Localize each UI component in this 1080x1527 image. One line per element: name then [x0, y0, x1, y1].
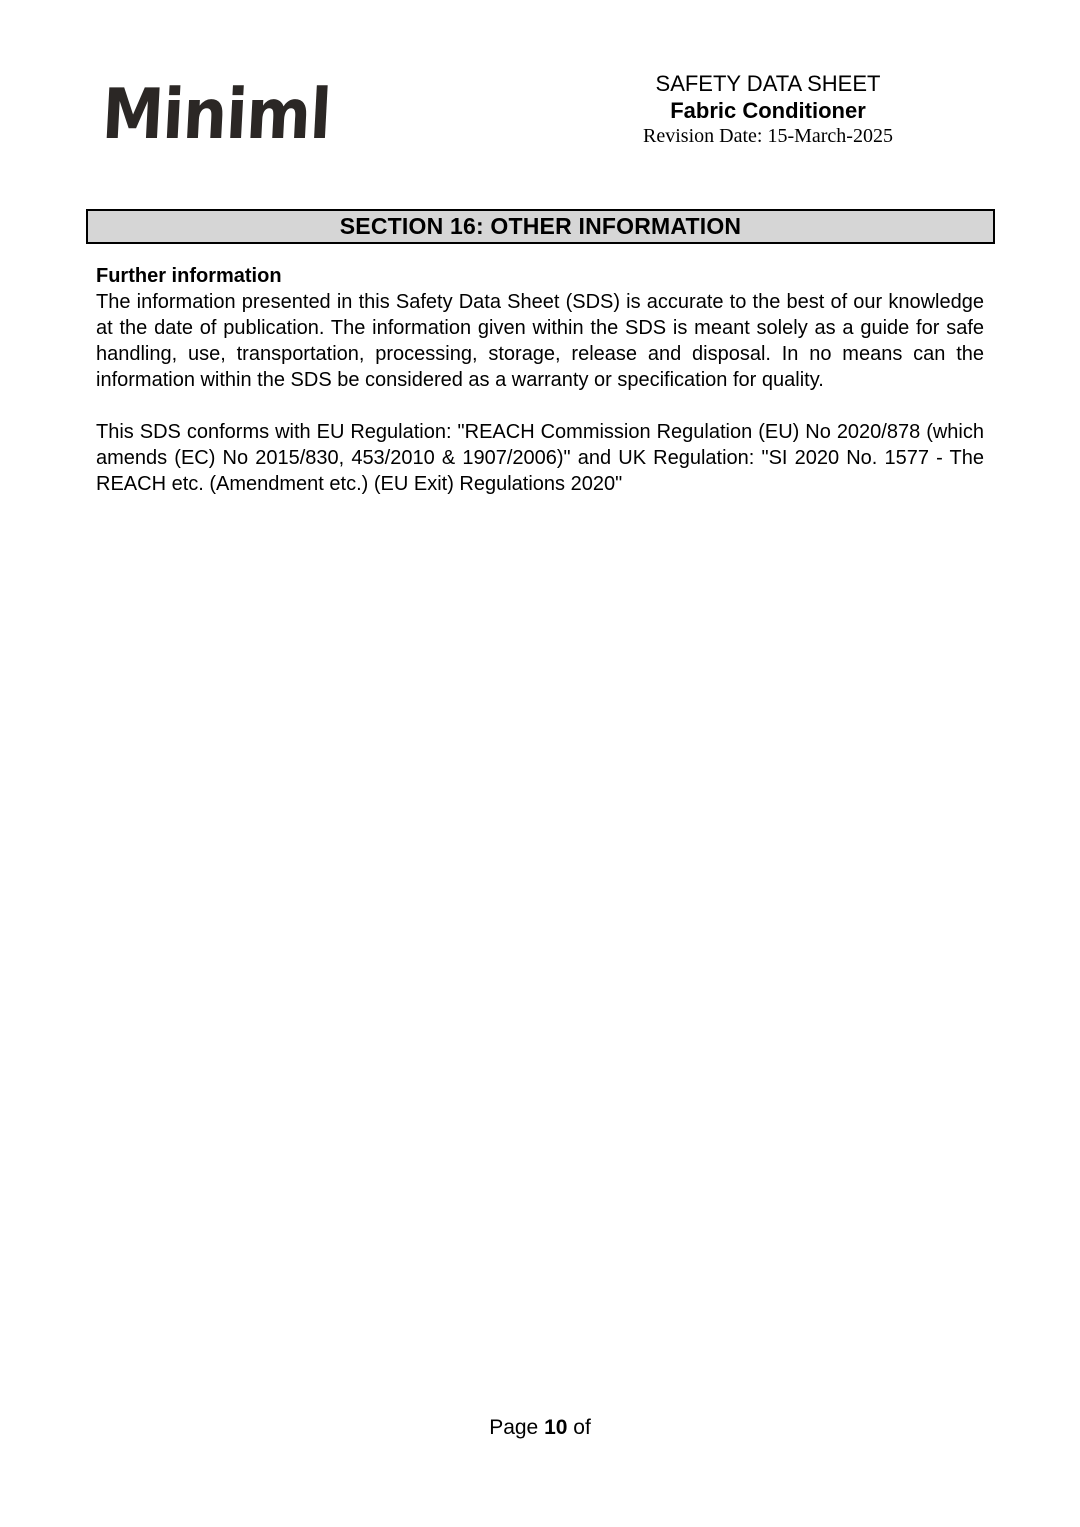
- regulation-conformance-paragraph: This SDS conforms with EU Regulation: "REACH Commission Regulation (EU) No 2020/878 (which amends (EC) No 2015/830, 453/2010 & 1907/2006)" and UK Regulation: "SI 2020 No. 1577 - The REACH etc. (Amendment etc.) (EU Exit) Regulations 2020": [96, 421, 984, 495]
- section-title-bar: [86, 209, 995, 244]
- page-header: [96, 70, 984, 165]
- section-title: SECTION 16: OTHER INFORMATION: [339, 213, 742, 239]
- footer-page-label: Page: [489, 1416, 539, 1439]
- paragraph-spacer: [96, 393, 984, 419]
- disclaimer-paragraph: The information presented in this Safety Data Sheet (SDS) is accurate to the best of our knowledge at the date of publication. The information given within the SDS is meant solely as a guide for safe handling, use, transportation, processing, storage, release and disposal. In no means can the information within the SDS be considered as a warranty or specification for quality.: [96, 291, 984, 391]
- document-type-title: SAFETY DATA SHEET: [655, 71, 881, 96]
- product-name: Fabric Conditioner: [670, 98, 866, 123]
- footer-page-number: 10: [544, 1416, 568, 1439]
- brand-logo: Miniml: [100, 73, 333, 156]
- footer-of-label: of: [573, 1416, 591, 1439]
- revision-date: Revision Date: 15-March-2025: [643, 125, 893, 147]
- section-content: [96, 263, 984, 497]
- further-information-heading: Further information: [96, 265, 282, 287]
- header-text-block: [558, 70, 978, 149]
- page-footer: [0, 1415, 1080, 1441]
